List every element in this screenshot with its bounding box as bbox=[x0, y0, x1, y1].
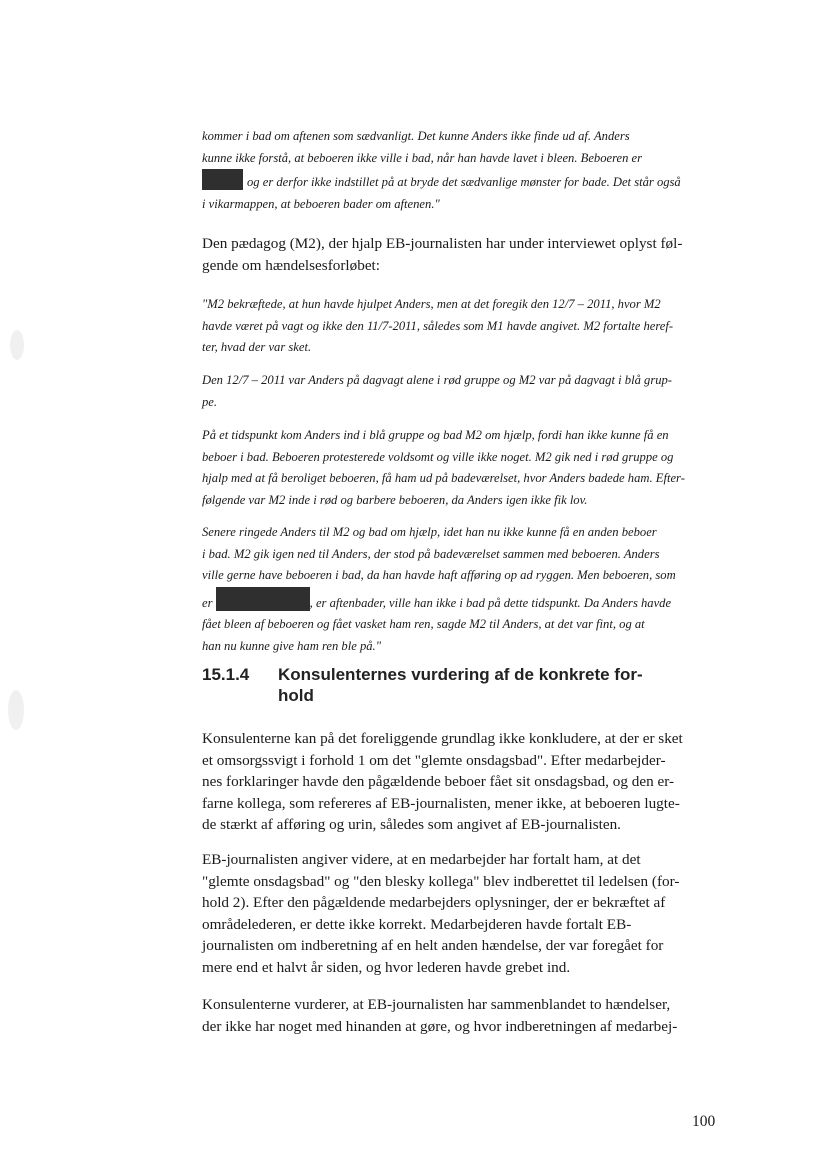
quote-block-3 bbox=[202, 370, 738, 413]
text-line: ter, hvad der var sket. bbox=[202, 340, 312, 354]
body-paragraph-intro bbox=[202, 233, 738, 276]
text-line: hold 2). Efter den pågældende medarbejders oplysninger, der er bekræftet af bbox=[202, 894, 666, 911]
text-line: kunne ikke forstå, at beboeren ikke ville i bad, når han havde lavet i bleen. Beboeren er bbox=[202, 150, 643, 165]
text-line: de stærkt af afføring og urin, således som angivet af EB-journalisten. bbox=[202, 816, 621, 833]
text-line: farne kollega, som refereres af EB-journalisten, mener ikke, at beboeren lugte- bbox=[202, 794, 680, 812]
text-line: "M2 bekræftede, at hun havde hjulpet Anders, men at det foregik den 12/7 – 2011, hvor M2 bbox=[202, 297, 661, 311]
text-line: der ikke har noget med hinanden at gøre, og hvor indberetningen af medarbej- bbox=[202, 1017, 678, 1035]
text-line: områdelederen, er dette ikke korrekt. Medarbejderen havde fortalt EB- bbox=[202, 915, 632, 933]
section-title-line: Konsulenternes vurdering af de konkrete for- bbox=[278, 665, 643, 684]
text-line bbox=[202, 587, 738, 615]
text-line: havde været på vagt og ikke den 11/7-2011, således som M1 havde angivet. M2 fortalte heref- bbox=[202, 318, 674, 333]
body-paragraph-1 bbox=[202, 728, 738, 836]
redaction-box bbox=[216, 587, 310, 611]
section-title-line: hold bbox=[278, 686, 314, 705]
page-number: 100 bbox=[692, 1113, 716, 1130]
text-line: "glemte onsdagsbad" og "den blesky kollega" blev indberettet til ledelsen (for- bbox=[202, 872, 680, 890]
text-line: EB-journalisten angiver videre, at en medarbejder har fortalt ham, at det bbox=[202, 851, 641, 868]
section-heading bbox=[202, 664, 742, 706]
text-line-part: er bbox=[202, 595, 213, 610]
text-line: gende om hændelsesforløbet: bbox=[202, 256, 380, 274]
text-line: hjalp med at få beroliget beboeren, få ham ud på badeværelset, hvor Anders badede ham. Efter- bbox=[202, 471, 685, 485]
text-line: Den 12/7 – 2011 var Anders på dagvagt alene i rød gruppe og M2 var på dagvagt i blå grup- bbox=[202, 373, 673, 387]
text-line: i vikarmappen, at beboeren bader om aftenen." bbox=[202, 196, 440, 211]
quote-block-1 bbox=[202, 126, 738, 215]
section-number: 15.1.4 bbox=[202, 665, 250, 684]
text-line: Senere ringede Anders til M2 og bad om hjælp, idet han nu ikke kunne få en anden beboer bbox=[202, 525, 657, 539]
text-line: ville gerne have beboeren i bad, da han havde haft afføring op ad ryggen. Men beboeren, som bbox=[202, 568, 676, 582]
text-line: beboer i bad. Beboeren protesterede voldsomt og ville ikke noget. M2 gik ned i rød gruppe og bbox=[202, 449, 674, 464]
text-line: Konsulenterne kan på det foreliggende grundlag ikke konkludere, at der er sket bbox=[202, 730, 683, 747]
text-line: nes forklaringer havde den pågældende beboer fået sit onsdagsbad, og den er- bbox=[202, 773, 675, 790]
quote-block-5 bbox=[202, 522, 738, 657]
text-line: Konsulenterne vurderer, at EB-journalisten har sammenblandet to hændelser, bbox=[202, 996, 671, 1013]
text-line: et omsorgssvigt i forhold 1 om det "glemte onsdagsbad". Efter medarbejder- bbox=[202, 751, 666, 769]
text-line: kommer i bad om aftenen som sædvanligt. Det kunne Anders ikke finde ud af. Anders bbox=[202, 129, 630, 143]
text-line: pe. bbox=[202, 394, 218, 409]
text-line bbox=[202, 169, 738, 194]
text-line-part: , er aftenbader, ville han ikke i bad på dette tidspunkt. Da Anders havde bbox=[309, 595, 672, 610]
redaction-box bbox=[202, 169, 243, 190]
text-line: han nu kunne give ham ren ble på." bbox=[202, 638, 381, 653]
text-line: journalisten om indberetning af en helt anden hændelse, der var foregået for bbox=[202, 937, 664, 954]
text-line: i bad. M2 gik igen ned til Anders, der stod på badeværelset sammen med beboeren. Anders bbox=[202, 546, 660, 561]
body-paragraph-2 bbox=[202, 849, 738, 978]
quote-block-2 bbox=[202, 294, 738, 359]
scan-smudge bbox=[8, 690, 24, 730]
body-paragraph-3 bbox=[202, 994, 738, 1037]
text-line-part: og er derfor ikke indstillet på at bryde det sædvanlige mønster for bade. Det står også bbox=[247, 175, 681, 189]
text-line: følgende var M2 inde i rød og barbere beboeren, da Anders igen ikke fik lov. bbox=[202, 492, 588, 507]
text-line: fået bleen af beboeren og fået vasket ham ren, sagde M2 til Anders, at det var fint, og at bbox=[202, 617, 645, 631]
text-line: mere end et halvt år siden, og hvor lederen havde grebet ind. bbox=[202, 958, 571, 976]
scan-smudge bbox=[10, 330, 24, 360]
quote-block-4 bbox=[202, 425, 738, 511]
text-line: På et tidspunkt kom Anders ind i blå gruppe og bad M2 om hjælp, fordi han ikke kunne få en bbox=[202, 428, 669, 442]
text-line: Den pædagog (M2), der hjalp EB-journalisten har under interviewet oplyst føl- bbox=[202, 235, 683, 252]
